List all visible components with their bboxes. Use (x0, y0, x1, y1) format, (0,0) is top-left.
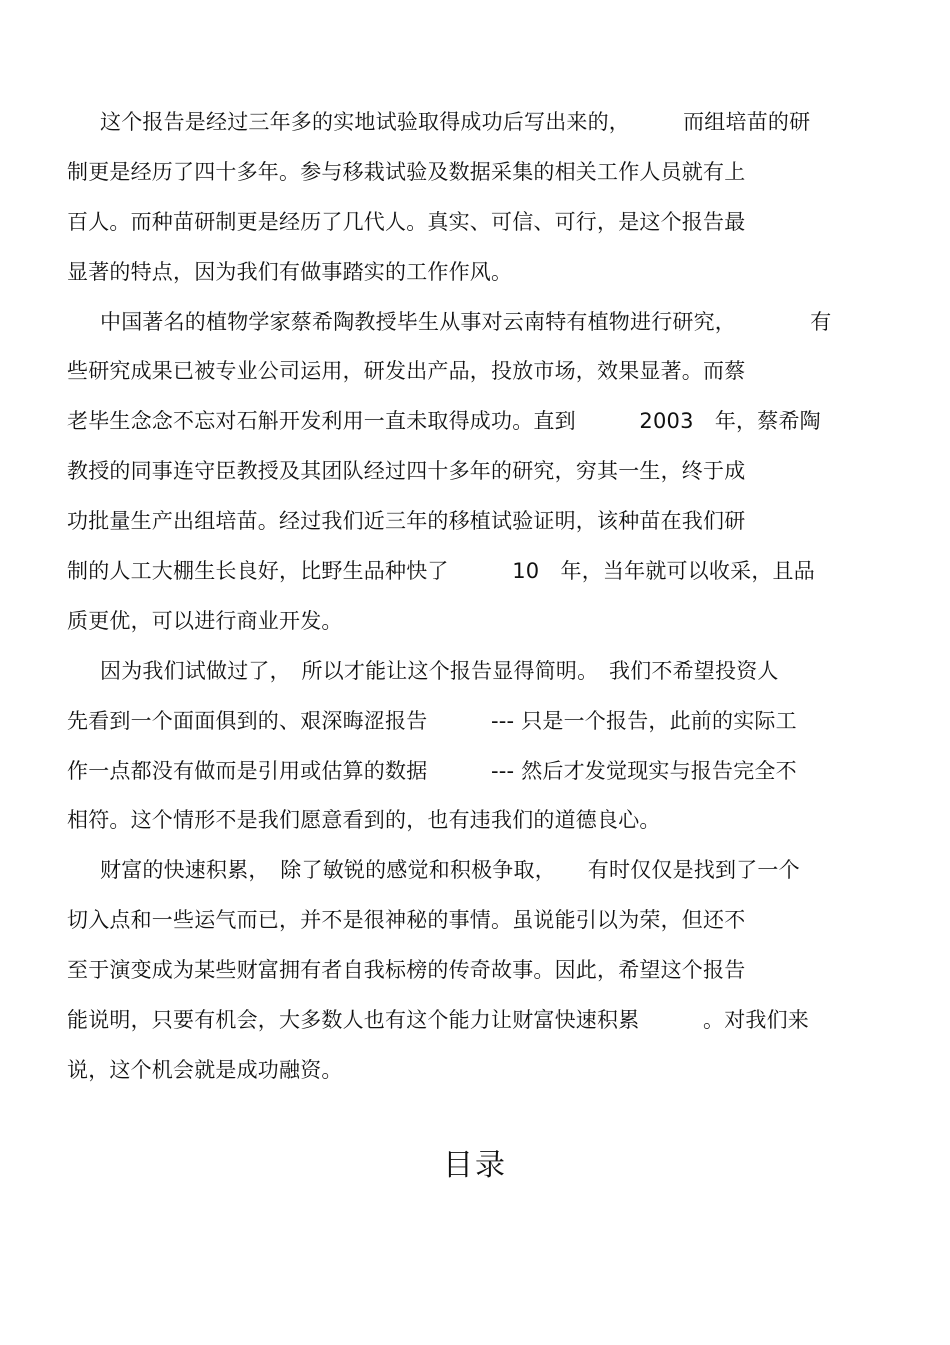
paragraph-line: 因为我们试做过了， 所以才能让这个报告显得简明。 我们不希望投资人 (100, 659, 779, 683)
paragraph-line: 作一点都没有做而是引用或估算的数据 --- 然后才发觉现实与报告完全不 (67, 759, 797, 783)
paragraph-line: 制的人工大棚生长良好，比野生品种快了 10 年，当年就可以收采，且品 (67, 559, 815, 583)
paragraph-line: 这个报告是经过三年多的实地试验取得成功后写出来的， 而组培苗的研 (100, 110, 811, 134)
paragraph-line: 百人。而种苗研制更是经历了几代人。真实、可信、可行，是这个报告最 (67, 210, 746, 234)
paragraph-line: 些研究成果已被专业公司运用，研发出产品，投放市场，效果显著。而蔡 (67, 359, 746, 383)
paragraph-line: 先看到一个面面俱到的、艰深晦涩报告 --- 只是一个报告，此前的实际工 (67, 709, 797, 733)
paragraph-line: 至于演变成为某些财富拥有者自我标榜的传奇故事。因此，希望这个报告 (67, 958, 746, 982)
paragraph-line: 质更优，可以进行商业开发。 (67, 609, 343, 633)
paragraph-line: 显著的特点，因为我们有做事踏实的工作作风。 (67, 260, 513, 284)
paragraph-line: 切入点和一些运气而已，并不是很神秘的事情。虽说能引以为荣，但还不 (67, 908, 746, 932)
paragraph-line: 制更是经历了四十多年。参与移栽试验及数据采集的相关工作人员就有上 (67, 160, 746, 184)
paragraph-line: 说，这个机会就是成功融资。 (67, 1058, 343, 1082)
paragraph-line: 财富的快速积累， 除了敏锐的感觉和积极争取， 有时仅仅是找到了一个 (100, 858, 800, 882)
toc-heading: 目录 (443, 1148, 507, 1183)
paragraph-line: 相符。这个情形不是我们愿意看到的，也有违我们的道德良心。 (67, 808, 661, 832)
paragraph-line: 老毕生念念不忘对石斛开发利用一直未取得成功。直到 2003 年，蔡希陶 (67, 409, 821, 433)
paragraph-line: 教授的同事连守臣教授及其团队经过四十多年的研究，穷其一生，终于成 (67, 459, 746, 483)
paragraph-line: 中国著名的植物学家蔡希陶教授毕生从事对云南特有植物进行研究， 有 (100, 310, 832, 334)
paragraph-line: 功批量生产出组培苗。经过我们近三年的移植试验证明，该种苗在我们研 (67, 509, 746, 533)
paragraph-line: 能说明，只要有机会，大多数人也有这个能力让财富快速积累 。对我们来 (67, 1008, 809, 1032)
